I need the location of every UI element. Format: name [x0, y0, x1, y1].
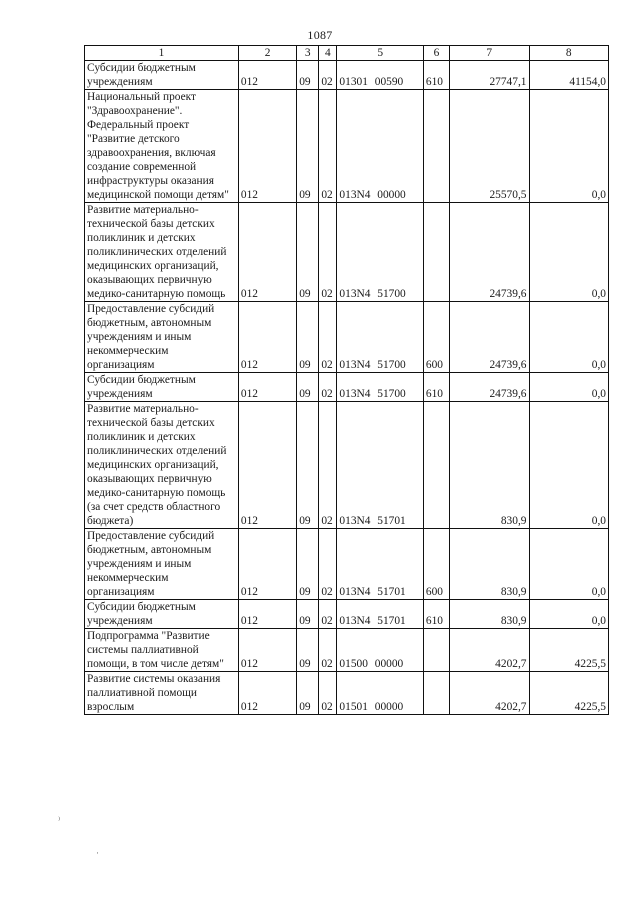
amount-col8: 0,0 — [529, 302, 609, 373]
expense-type-code — [423, 203, 449, 302]
target-article-code: 01301 00590 — [337, 61, 423, 90]
column-header: 6 — [423, 46, 449, 61]
ministry-code: 012 — [238, 600, 296, 629]
target-article-code: 013N4 00000 — [337, 90, 423, 203]
target-article-code: 013N4 51701 — [337, 529, 423, 600]
target-article-code: 013N4 51701 — [337, 600, 423, 629]
subsection-code: 02 — [319, 672, 337, 715]
section-code: 09 — [297, 529, 319, 600]
amount-col7: 24739,6 — [450, 203, 529, 302]
subsection-code: 02 — [319, 203, 337, 302]
target-article-code: 013N4 51701 — [337, 402, 423, 529]
expense-type-code: 610 — [423, 373, 449, 402]
row-name: Субсидии бюджетным учреждениям — [85, 373, 239, 402]
scan-speck-mark: ⁾ — [58, 815, 61, 825]
row-name: Подпрограмма "Развитие системы паллиативной помощи, в том числе детям" — [85, 629, 239, 672]
amount-col8: 0,0 — [529, 529, 609, 600]
amount-col7: 830,9 — [450, 402, 529, 529]
column-header: 2 — [238, 46, 296, 61]
expense-type-code: 600 — [423, 302, 449, 373]
row-name: Национальный проект "Здравоохранение". Федеральный проект "Развитие детского здравоохранения, включая создание современной инфраструктуры оказания медицинской помощи детям" — [85, 90, 239, 203]
page-number: 1087 — [307, 28, 333, 42]
table-row — [85, 402, 609, 529]
scan-speck-mark: · — [96, 848, 99, 858]
amount-col8: 0,0 — [529, 373, 609, 402]
expense-type-code — [423, 629, 449, 672]
subsection-code: 02 — [319, 629, 337, 672]
ministry-code: 012 — [238, 373, 296, 402]
subsection-code: 02 — [319, 90, 337, 203]
target-article-code: 01501 00000 — [337, 672, 423, 715]
subsection-code: 02 — [319, 402, 337, 529]
expense-type-code: 600 — [423, 529, 449, 600]
ministry-code: 012 — [238, 203, 296, 302]
table-row — [85, 629, 609, 672]
amount-col8: 0,0 — [529, 402, 609, 529]
section-code: 09 — [297, 600, 319, 629]
amount-col8: 0,0 — [529, 203, 609, 302]
row-name: Субсидии бюджетным учреждениям — [85, 61, 239, 90]
ministry-code: 012 — [238, 61, 296, 90]
header-row — [85, 46, 609, 61]
amount-col8: 0,0 — [529, 600, 609, 629]
ministry-code: 012 — [238, 529, 296, 600]
table-row — [85, 672, 609, 715]
ministry-code: 012 — [238, 672, 296, 715]
amount-col7: 4202,7 — [450, 629, 529, 672]
target-article-code: 01500 00000 — [337, 629, 423, 672]
section-code: 09 — [297, 629, 319, 672]
ministry-code: 012 — [238, 302, 296, 373]
section-code: 09 — [297, 302, 319, 373]
expense-type-code — [423, 90, 449, 203]
column-header: 4 — [319, 46, 337, 61]
expense-type-code: 610 — [423, 600, 449, 629]
row-name: Развитие материально-технической базы детских поликлиник и детских поликлинических отделений медицинских организаций, оказывающих первичную медико-санитарную помощь — [85, 203, 239, 302]
column-header: 8 — [529, 46, 609, 61]
subsection-code: 02 — [319, 373, 337, 402]
subsection-code: 02 — [319, 529, 337, 600]
amount-col8: 4225,5 — [529, 672, 609, 715]
row-name: Развитие системы оказания паллиативной помощи взрослым — [85, 672, 239, 715]
section-code: 09 — [297, 672, 319, 715]
table-row — [85, 373, 609, 402]
row-name: Развитие материально-технической базы детских поликлиник и детских поликлинических отделений медицинских организаций, оказывающих первичную медико-санитарную помощь (за счет средств областного бюджета) — [85, 402, 239, 529]
target-article-code: 013N4 51700 — [337, 373, 423, 402]
target-article-code: 013N4 51700 — [337, 203, 423, 302]
ministry-code: 012 — [238, 90, 296, 203]
expense-type-code — [423, 402, 449, 529]
section-code: 09 — [297, 61, 319, 90]
amount-col7: 27747,1 — [450, 61, 529, 90]
amount-col7: 830,9 — [450, 600, 529, 629]
amount-col8: 4225,5 — [529, 629, 609, 672]
table-row — [85, 529, 609, 600]
table-row — [85, 90, 609, 203]
expense-type-code — [423, 672, 449, 715]
subsection-code: 02 — [319, 600, 337, 629]
ministry-code: 012 — [238, 629, 296, 672]
amount-col7: 4202,7 — [450, 672, 529, 715]
amount-col7: 24739,6 — [450, 302, 529, 373]
subsection-code: 02 — [319, 302, 337, 373]
row-name: Предоставление субсидий бюджетным, автономным учреждениям и иным некоммерческим организациям — [85, 529, 239, 600]
amount-col8: 0,0 — [529, 90, 609, 203]
subsection-code: 02 — [319, 61, 337, 90]
table-row — [85, 600, 609, 629]
amount-col7: 25570,5 — [450, 90, 529, 203]
table-row — [85, 61, 609, 90]
ministry-code: 012 — [238, 402, 296, 529]
section-code: 09 — [297, 373, 319, 402]
section-code: 09 — [297, 402, 319, 529]
amount-col7: 24739,6 — [450, 373, 529, 402]
column-header: 1 — [85, 46, 239, 61]
section-code: 09 — [297, 203, 319, 302]
target-article-code: 013N4 51700 — [337, 302, 423, 373]
column-header: 3 — [297, 46, 319, 61]
table-row — [85, 302, 609, 373]
column-header: 5 — [337, 46, 423, 61]
section-code: 09 — [297, 90, 319, 203]
budget-table — [84, 45, 609, 715]
amount-col8: 41154,0 — [529, 61, 609, 90]
table-row — [85, 203, 609, 302]
amount-col7: 830,9 — [450, 529, 529, 600]
row-name: Субсидии бюджетным учреждениям — [85, 600, 239, 629]
column-header: 7 — [450, 46, 529, 61]
expense-type-code: 610 — [423, 61, 449, 90]
row-name: Предоставление субсидий бюджетным, автономным учреждениям и иным некоммерческим организациям — [85, 302, 239, 373]
